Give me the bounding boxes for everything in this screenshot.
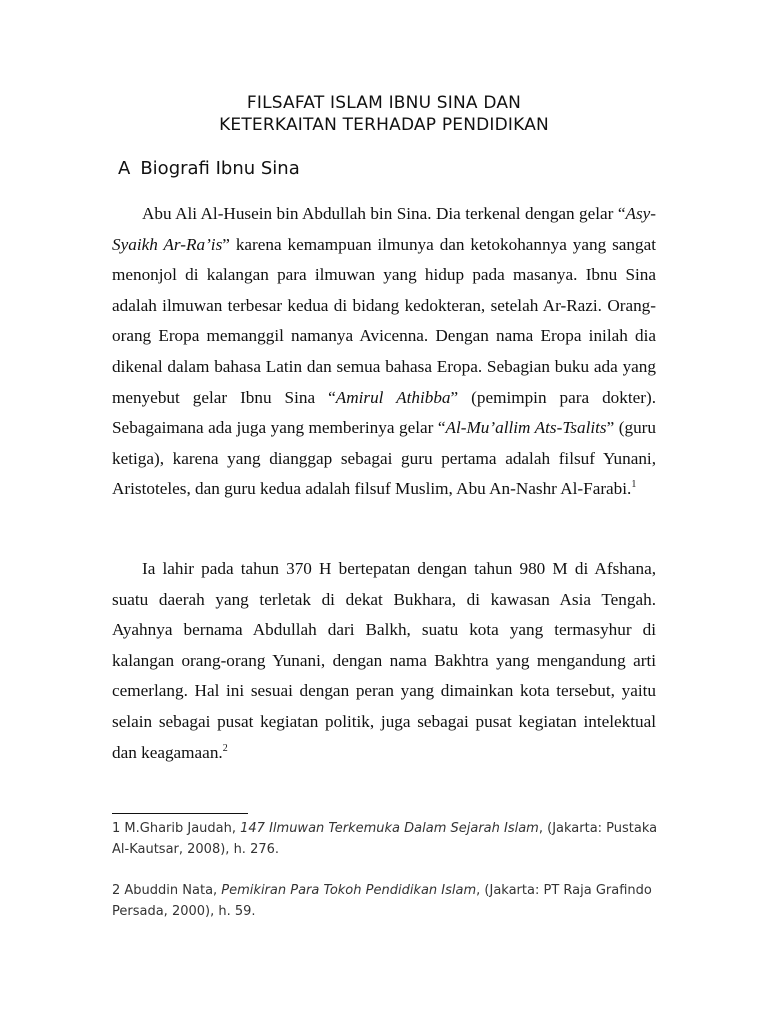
- document-title: [0, 92, 768, 136]
- section-heading: [118, 157, 300, 181]
- section-heading-text: Biografi Ibnu Sina: [140, 158, 300, 179]
- footnote-1-publication: , (Jakarta: Pustaka Al-Kautsar, 2008), h. 276.: [112, 821, 658, 857]
- paragraph1-text-1: Abu Ali Al-Husein bin Abdullah bin Sina. Dia terkenal dengan gelar “: [142, 204, 626, 223]
- footnote-1-book-title: 147 Ilmuwan Terkemuka Dalam Sejarah Islam: [240, 821, 539, 836]
- section-letter: A: [118, 158, 131, 179]
- title-line-2: KETERKAITAN TERHADAP PENDIDIKAN: [219, 115, 549, 135]
- footnote-2-publication: , (Jakarta: PT Raja Grafindo Persada, 2000), h. 59.: [112, 883, 652, 919]
- paragraph1-italic-title-2: Amirul Athibba: [335, 387, 451, 407]
- paragraph2-text: Ia lahir pada tahun 370 H bertepatan dengan tahun 980 M di Afshana, suatu daerah yang terletak di dekat Bukhara, di kawasan Asia Tengah. Ayahnya bernama Abdullah dari Balkh, suatu kota yang termasyhur di kalangan orang-orang Yunani, dengan nama Bakhtra yang mengandung arti cemerlang. Hal ini sesuai dengan peran yang dimainkan kota tersebut, yaitu selain sebagai pusat kegiatan politik, juga sebagai pusat kegiatan intelektual dan keagamaan.: [112, 559, 656, 762]
- footnote-1: [112, 818, 672, 860]
- paragraph1-italic-title-3: Al-Mu’allim Ats-Tsalits: [445, 418, 607, 438]
- footnote-2-author: 2 Abuddin Nata,: [112, 883, 222, 898]
- paragraph-birth: [112, 554, 656, 768]
- footnote-2-book-title: Pemikiran Para Tokoh Pendidikan Islam: [221, 883, 477, 898]
- paragraph-biography: [112, 199, 656, 505]
- paragraph1-italic-title-1: Asy-Syaikh Ar-Ra’is: [112, 204, 656, 254]
- footnote-ref-2[interactable]: 2: [222, 742, 228, 754]
- footnote-separator: [112, 813, 248, 814]
- paragraph1-text-3: ” (pemimpin para dokter). Sebagaimana ada juga yang memberinya gelar “: [112, 387, 656, 438]
- footnote-2: [112, 880, 672, 922]
- footnote-ref-1[interactable]: 1: [631, 479, 637, 491]
- paragraph1-text-4: ” (guru ketiga), karena yang dianggap sebagai guru pertama adalah filsuf Yunani, Aristoteles, dan guru kedua adalah filsuf Muslim, Abu An-Nashr Al-Farabi.: [112, 418, 656, 499]
- paragraph1-text-2: ” karena kemampuan ilmunya dan ketokohannya yang sangat menonjol di kalangan para ilmuwan yang hidup pada masanya. Ibnu Sina adalah ilmuwan terbesar kedua di bidang kedokteran, setelah Ar-Razi. Orang-orang Eropa memanggil namanya Avicenna. Dengan nama Eropa inilah dia dikenal dalam bahasa Latin dan semua bahasa Eropa. Sebagian buku ada yang menyebut gelar Ibnu Sina “: [112, 234, 656, 407]
- footnote-1-author: 1 M.Gharib Jaudah,: [112, 821, 241, 836]
- title-line-1: FILSAFAT ISLAM IBNU SINA DAN: [246, 93, 522, 113]
